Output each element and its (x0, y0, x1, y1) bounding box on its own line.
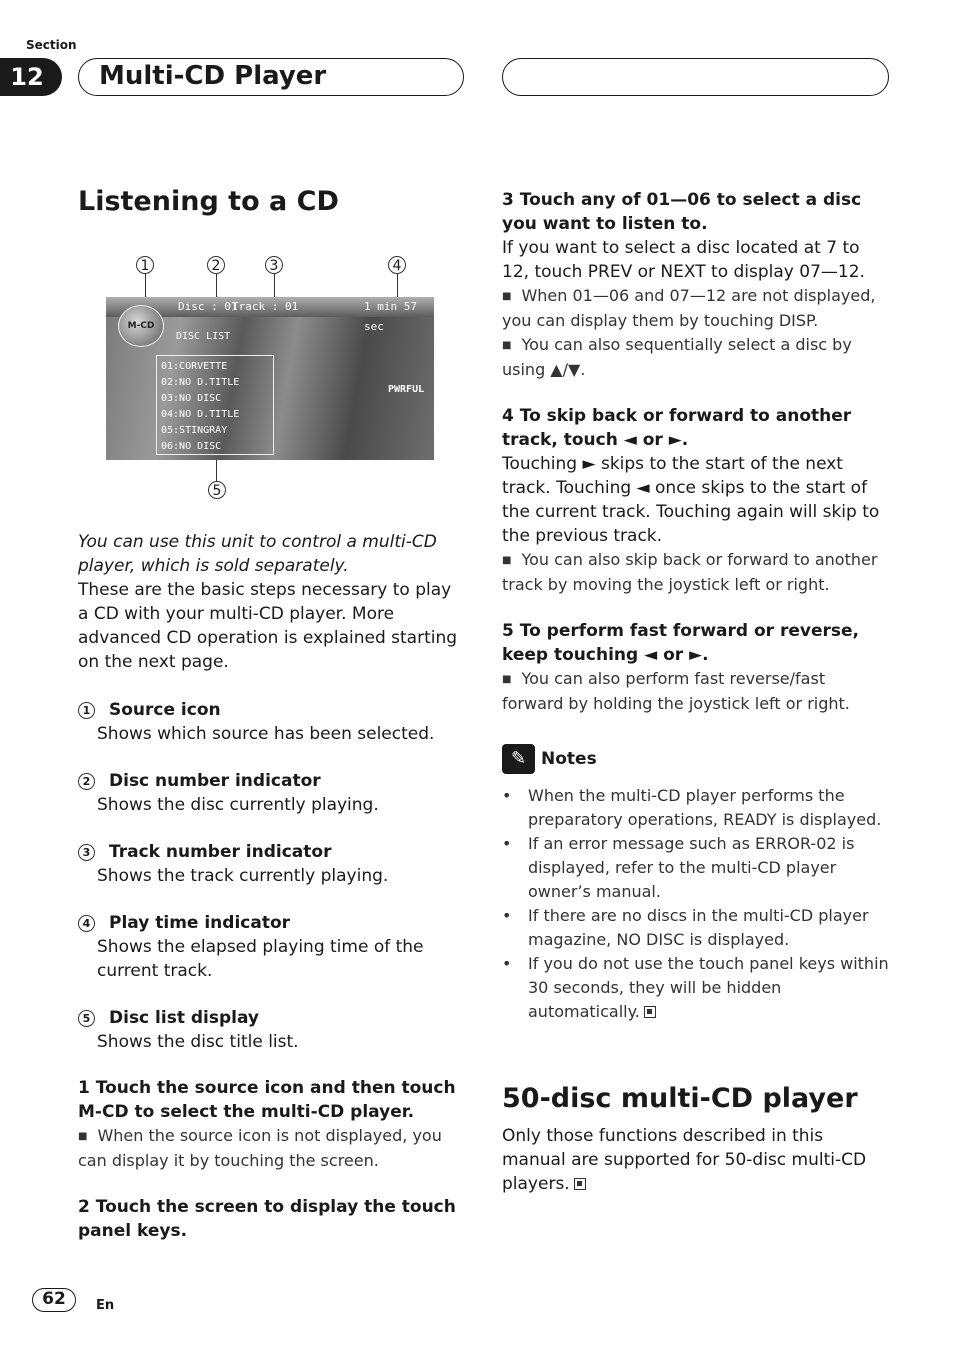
chapter-title: Multi-CD Player (99, 61, 327, 91)
def-desc-track-number: Shows the track currently playing. (97, 866, 389, 886)
step-3-bullet-1: ■ When 01—06 and 07—12 are not displayed, you can display them by touching DISP. (502, 286, 876, 330)
disc-list-item: 03:NO DISC (161, 393, 222, 404)
device-screen-illustration (106, 297, 434, 460)
play-time-indicator: 1 min 57 sec (364, 300, 417, 333)
note-item: • If there are no discs in the multi-CD player magazine, NO DISC is displayed. (502, 906, 869, 949)
def-desc-source-icon: Shows which source has been selected. (97, 724, 435, 744)
disc-number-indicator: Disc : 01 (178, 300, 238, 313)
def-term-play-time: 4 Play time indicator (78, 911, 464, 935)
source-icon: M-CD (118, 305, 164, 347)
def-desc-play-time: Shows the elapsed playing time of the current track. (97, 937, 424, 981)
right-text-column (502, 188, 890, 1024)
disc-list-item: 05:STINGRAY (161, 425, 228, 436)
intro-italic: You can use this unit to control a multi-CD player, which is sold separately. (78, 532, 437, 576)
section-heading: Listening to a CD (78, 186, 339, 217)
callout-1: 1 (136, 256, 154, 274)
chapter-title-box (78, 58, 464, 96)
callout-4: 4 (388, 256, 406, 274)
disc-list-title: DISC LIST (176, 331, 231, 342)
def-desc-disc-number: Shows the disc currently playing. (97, 795, 379, 815)
page-number: 62 (32, 1288, 76, 1312)
section-number-badge: 12 (0, 58, 62, 96)
step-3-body: If you want to select a disc located at 7 to 12, touch PREV or NEXT to display 07—12. (502, 238, 865, 282)
fifty-disc-text: Only those functions described in this manual are supported for 50-disc multi-CD players. (502, 1126, 867, 1194)
note-item: • When the multi-CD player performs the preparatory operations, READY is displayed. (502, 786, 882, 829)
step-5-bullet-1: ■ You can also perform fast reverse/fast forward by holding the joystick left or right. (502, 669, 850, 713)
language-label: En (96, 1298, 115, 1313)
disc-list-item: 01:CORVETTE (161, 361, 228, 372)
step-1-bullet: ■ When the source icon is not displayed, you can display it by touching the screen. (78, 1126, 442, 1170)
def-desc-disc-list: Shows the disc title list. (97, 1032, 299, 1052)
step-4-bullet-1: ■ You can also skip back or forward to another track by moving the joystick left or right. (502, 550, 878, 594)
callout-3: 3 (265, 256, 283, 274)
step-4-body: Touching ► skips to the start of the next track. Touching ◄ once skips to the start of the current track. Touching again will skip to the previous track. (502, 454, 880, 546)
disc-list-item: 04:NO D.TITLE (161, 409, 240, 420)
section-label: Section (26, 38, 77, 52)
step-5: 5 To perform fast forward or reverse, keep touching ◄ or ►. (502, 621, 859, 665)
callout-5: 5 (208, 481, 226, 499)
def-term-disc-number: 2 Disc number indicator (78, 769, 464, 793)
def-term-disc-list: 5 Disc list display (78, 1006, 464, 1030)
step-4: 4 To skip back or forward to another track, touch ◄ or ►. (502, 406, 852, 450)
step-1: 1 Touch the source icon and then touch M-CD to select the multi-CD player. (78, 1078, 456, 1122)
def-term-source-icon: 1 Source icon (78, 698, 464, 722)
empty-header-box (502, 58, 889, 96)
left-text-column (78, 530, 464, 1243)
intro-paragraph: These are the basic steps necessary to play a CD with your multi-CD player. More advanced CD operation is explained starting on the next page. (78, 580, 458, 672)
section-heading-50-disc: 50-disc multi-CD player (502, 1083, 858, 1114)
step-3-bullet-2: ■ You can also sequentially select a disc by using ▲/▼. (502, 335, 852, 379)
step-3: 3 Touch any of 01—06 to select a disc you want to listen to. (502, 190, 862, 234)
step-2: 2 Touch the screen to display the touch panel keys. (78, 1197, 456, 1241)
end-mark-icon (574, 1178, 586, 1190)
note-item: • If you do not use the touch panel keys within 30 seconds, they will be hidden automatically. (502, 954, 889, 1021)
end-mark-icon (644, 1006, 656, 1018)
notes-title: Notes (541, 749, 597, 769)
notes-header (502, 744, 890, 774)
fifty-disc-body (502, 1124, 890, 1196)
callout-2: 2 (207, 256, 225, 274)
track-number-indicator: Track : 01 (232, 300, 299, 313)
sound-mode-label: PWRFUL (388, 384, 425, 395)
pencil-icon: ✎ (502, 744, 535, 774)
note-item: • If an error message such as ERROR-02 is displayed, refer to the multi-CD player owner’s manual. (502, 834, 855, 901)
disc-list-item: 02:NO D.TITLE (161, 377, 240, 388)
disc-list-display (156, 355, 274, 455)
def-term-track-number: 3 Track number indicator (78, 840, 464, 864)
disc-list-item: 06:NO DISC (161, 441, 222, 452)
